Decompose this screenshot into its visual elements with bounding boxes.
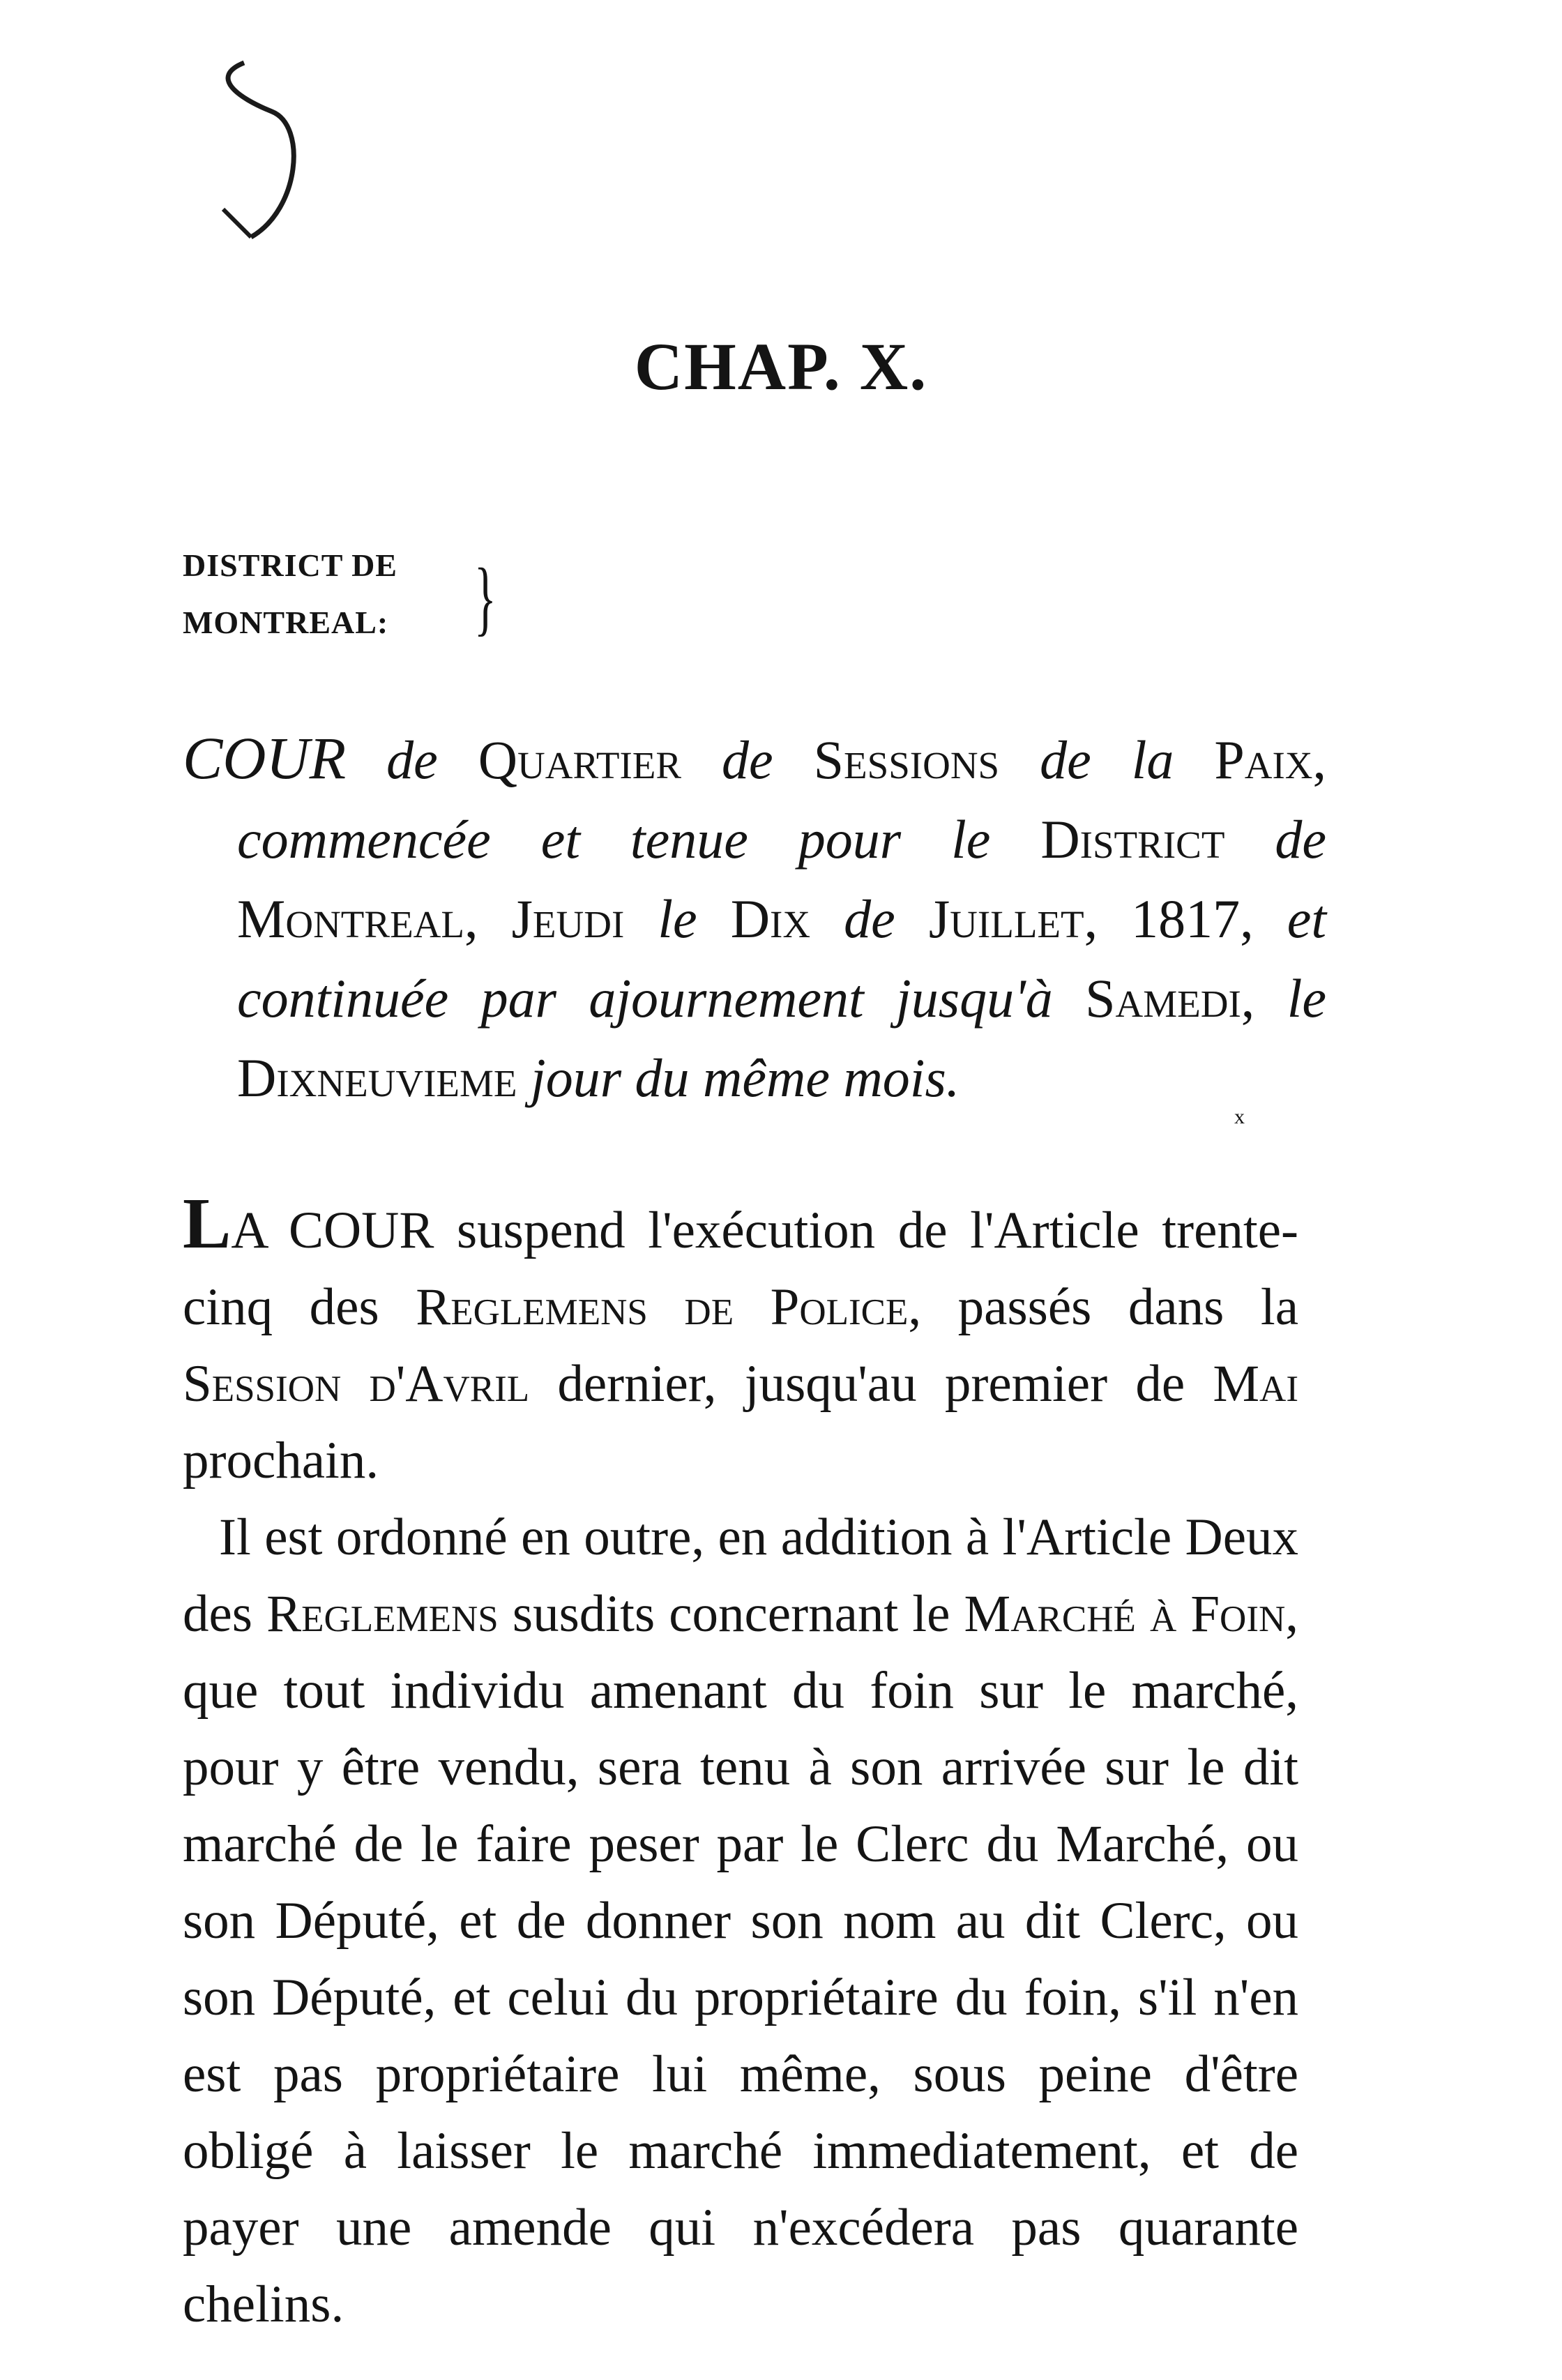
mai-word: Mai — [1213, 1355, 1298, 1413]
text: jour du même mois. — [531, 1047, 960, 1108]
text: de — [386, 729, 438, 790]
paragraph-1 — [183, 1183, 1299, 1499]
text: le — [1287, 968, 1326, 1029]
samedi-word: Samedi, — [1085, 968, 1255, 1029]
text: de — [722, 729, 773, 790]
juillet-word: Juillet, — [928, 888, 1098, 949]
paix-word: Paix, — [1214, 729, 1327, 790]
cour-word: COUR — [183, 725, 347, 791]
text: prochain. — [183, 1432, 379, 1490]
district-word: District — [1040, 809, 1225, 870]
paragraph-2 — [183, 1499, 1298, 2343]
sessions-word: Sessions — [813, 729, 1000, 790]
district-label — [183, 537, 496, 651]
text: de — [844, 888, 895, 949]
jeudi-word: Jeudi — [511, 888, 625, 949]
marche-a-foin: Marché à Foin, — [964, 1585, 1299, 1643]
text: que tout individu amenant du foin sur le marché, pour y être vendu, sera tenu à son arrivée sur le dit marché de le faire peser par le Clerc du Marché, ou son Député, et de donner son nom au dit Clerc, ou son Député, et celui du propriétaire du foin, s'il n'en est pas propriétaire lui même, sous peine d'être obligé à laisser le marché immediatement, et de payer une amende qui n'excédera pas quarante chelins. — [183, 1662, 1298, 2333]
session-avril: Session d'Avril — [183, 1355, 530, 1413]
text: suspend l'exécution de l'Article trente-cinq des — [183, 1202, 1299, 1336]
text: de la — [1040, 729, 1174, 790]
district-brace: } — [474, 551, 496, 644]
district-line-2: MONTREAL: — [183, 605, 389, 640]
text: dernier, jusqu'au premier de — [557, 1355, 1185, 1413]
margin-scribble — [195, 49, 335, 258]
court-session-heading — [183, 718, 1326, 1118]
dixneuvieme-word: Dixneuvieme — [237, 1047, 517, 1108]
body-text — [183, 1183, 1299, 2343]
lead-words: A COUR — [231, 1202, 434, 1259]
reglemens-police: Reglemens de Police, — [416, 1278, 922, 1336]
text: Il est ordonné en outre, en addition à l'Article Deux des — [183, 1508, 1298, 1643]
text: passés dans la — [957, 1278, 1298, 1336]
text: de — [1275, 809, 1327, 870]
drop-cap: L — [183, 1183, 232, 1264]
montreal-word: Montreal, — [237, 888, 478, 949]
year: 1817, — [1131, 888, 1254, 949]
reglemens-word: Reglemens — [266, 1585, 499, 1643]
text: et continuée par ajournement jusqu'à — [237, 888, 1327, 1029]
quartier-word: Quartier — [478, 729, 682, 790]
district-line-1: DISTRICT DE — [183, 547, 397, 583]
chapter-heading: CHAP. X. — [634, 329, 928, 404]
text: susdits concernant le — [512, 1585, 950, 1643]
dix-word: Dix — [730, 888, 811, 949]
text: le — [658, 888, 697, 949]
text: commencée et tenue pour le — [237, 809, 991, 870]
separator-mark: x — [1234, 1105, 1245, 1128]
